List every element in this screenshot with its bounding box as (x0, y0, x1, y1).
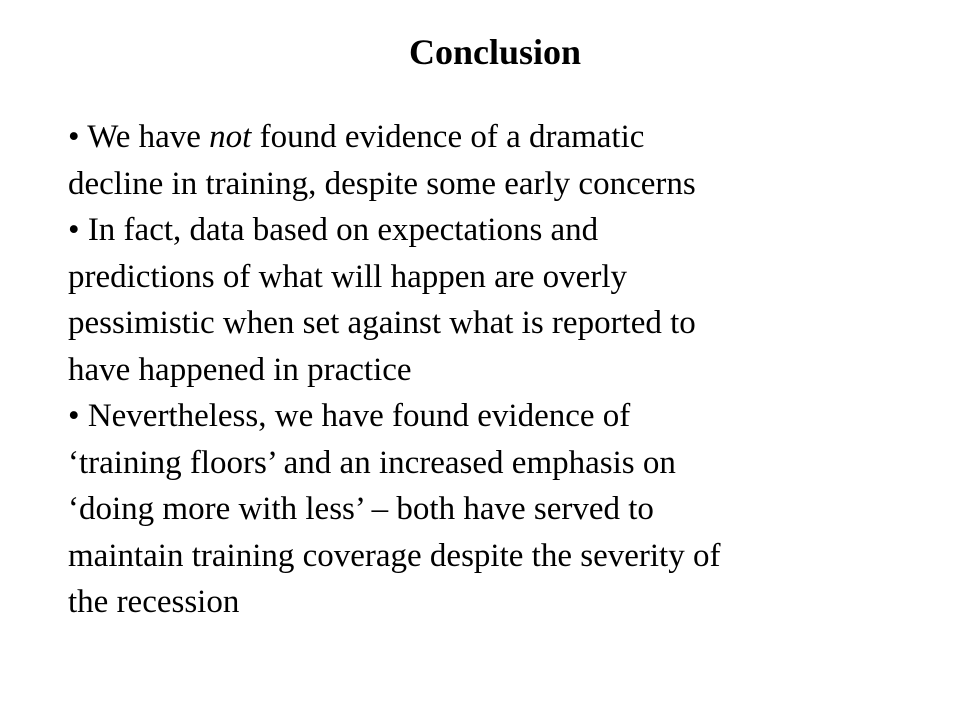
bullet-list (68, 114, 928, 626)
slide-title: Conclusion (408, 32, 582, 72)
bullet-line (68, 393, 928, 440)
bullet-line: ‘training floors’ and an increased emphasis on (68, 444, 676, 481)
bullet-text: Nevertheless, we have found evidence of (79, 398, 631, 434)
bullet-item (68, 114, 928, 207)
bullet-text: We have (79, 119, 210, 155)
bullet-line (68, 207, 928, 254)
bullet-line: ‘doing more with less’ – both have served to (68, 491, 654, 527)
bullet-item (68, 393, 928, 626)
bullet-line: decline in training, despite some early concerns (68, 165, 696, 202)
bullet-line: have happened in practice (68, 351, 412, 388)
bullet-item (68, 207, 928, 393)
bullet-text: found evidence of a dramatic (251, 119, 645, 155)
bullet-line: the recession (68, 584, 240, 620)
bullet-marker: • (68, 398, 80, 434)
bullet-line (68, 114, 928, 161)
bullet-line: maintain training coverage despite the severity of (68, 537, 721, 574)
bullet-line: pessimistic when set against what is reported to (68, 305, 696, 341)
bullet-text: In fact, data based on expectations and (79, 212, 599, 248)
bullet-line: predictions of what will happen are overly (68, 258, 627, 295)
bullet-marker: • (68, 119, 80, 155)
bullet-marker: • (68, 212, 80, 248)
emphasis-text: not (209, 119, 252, 155)
